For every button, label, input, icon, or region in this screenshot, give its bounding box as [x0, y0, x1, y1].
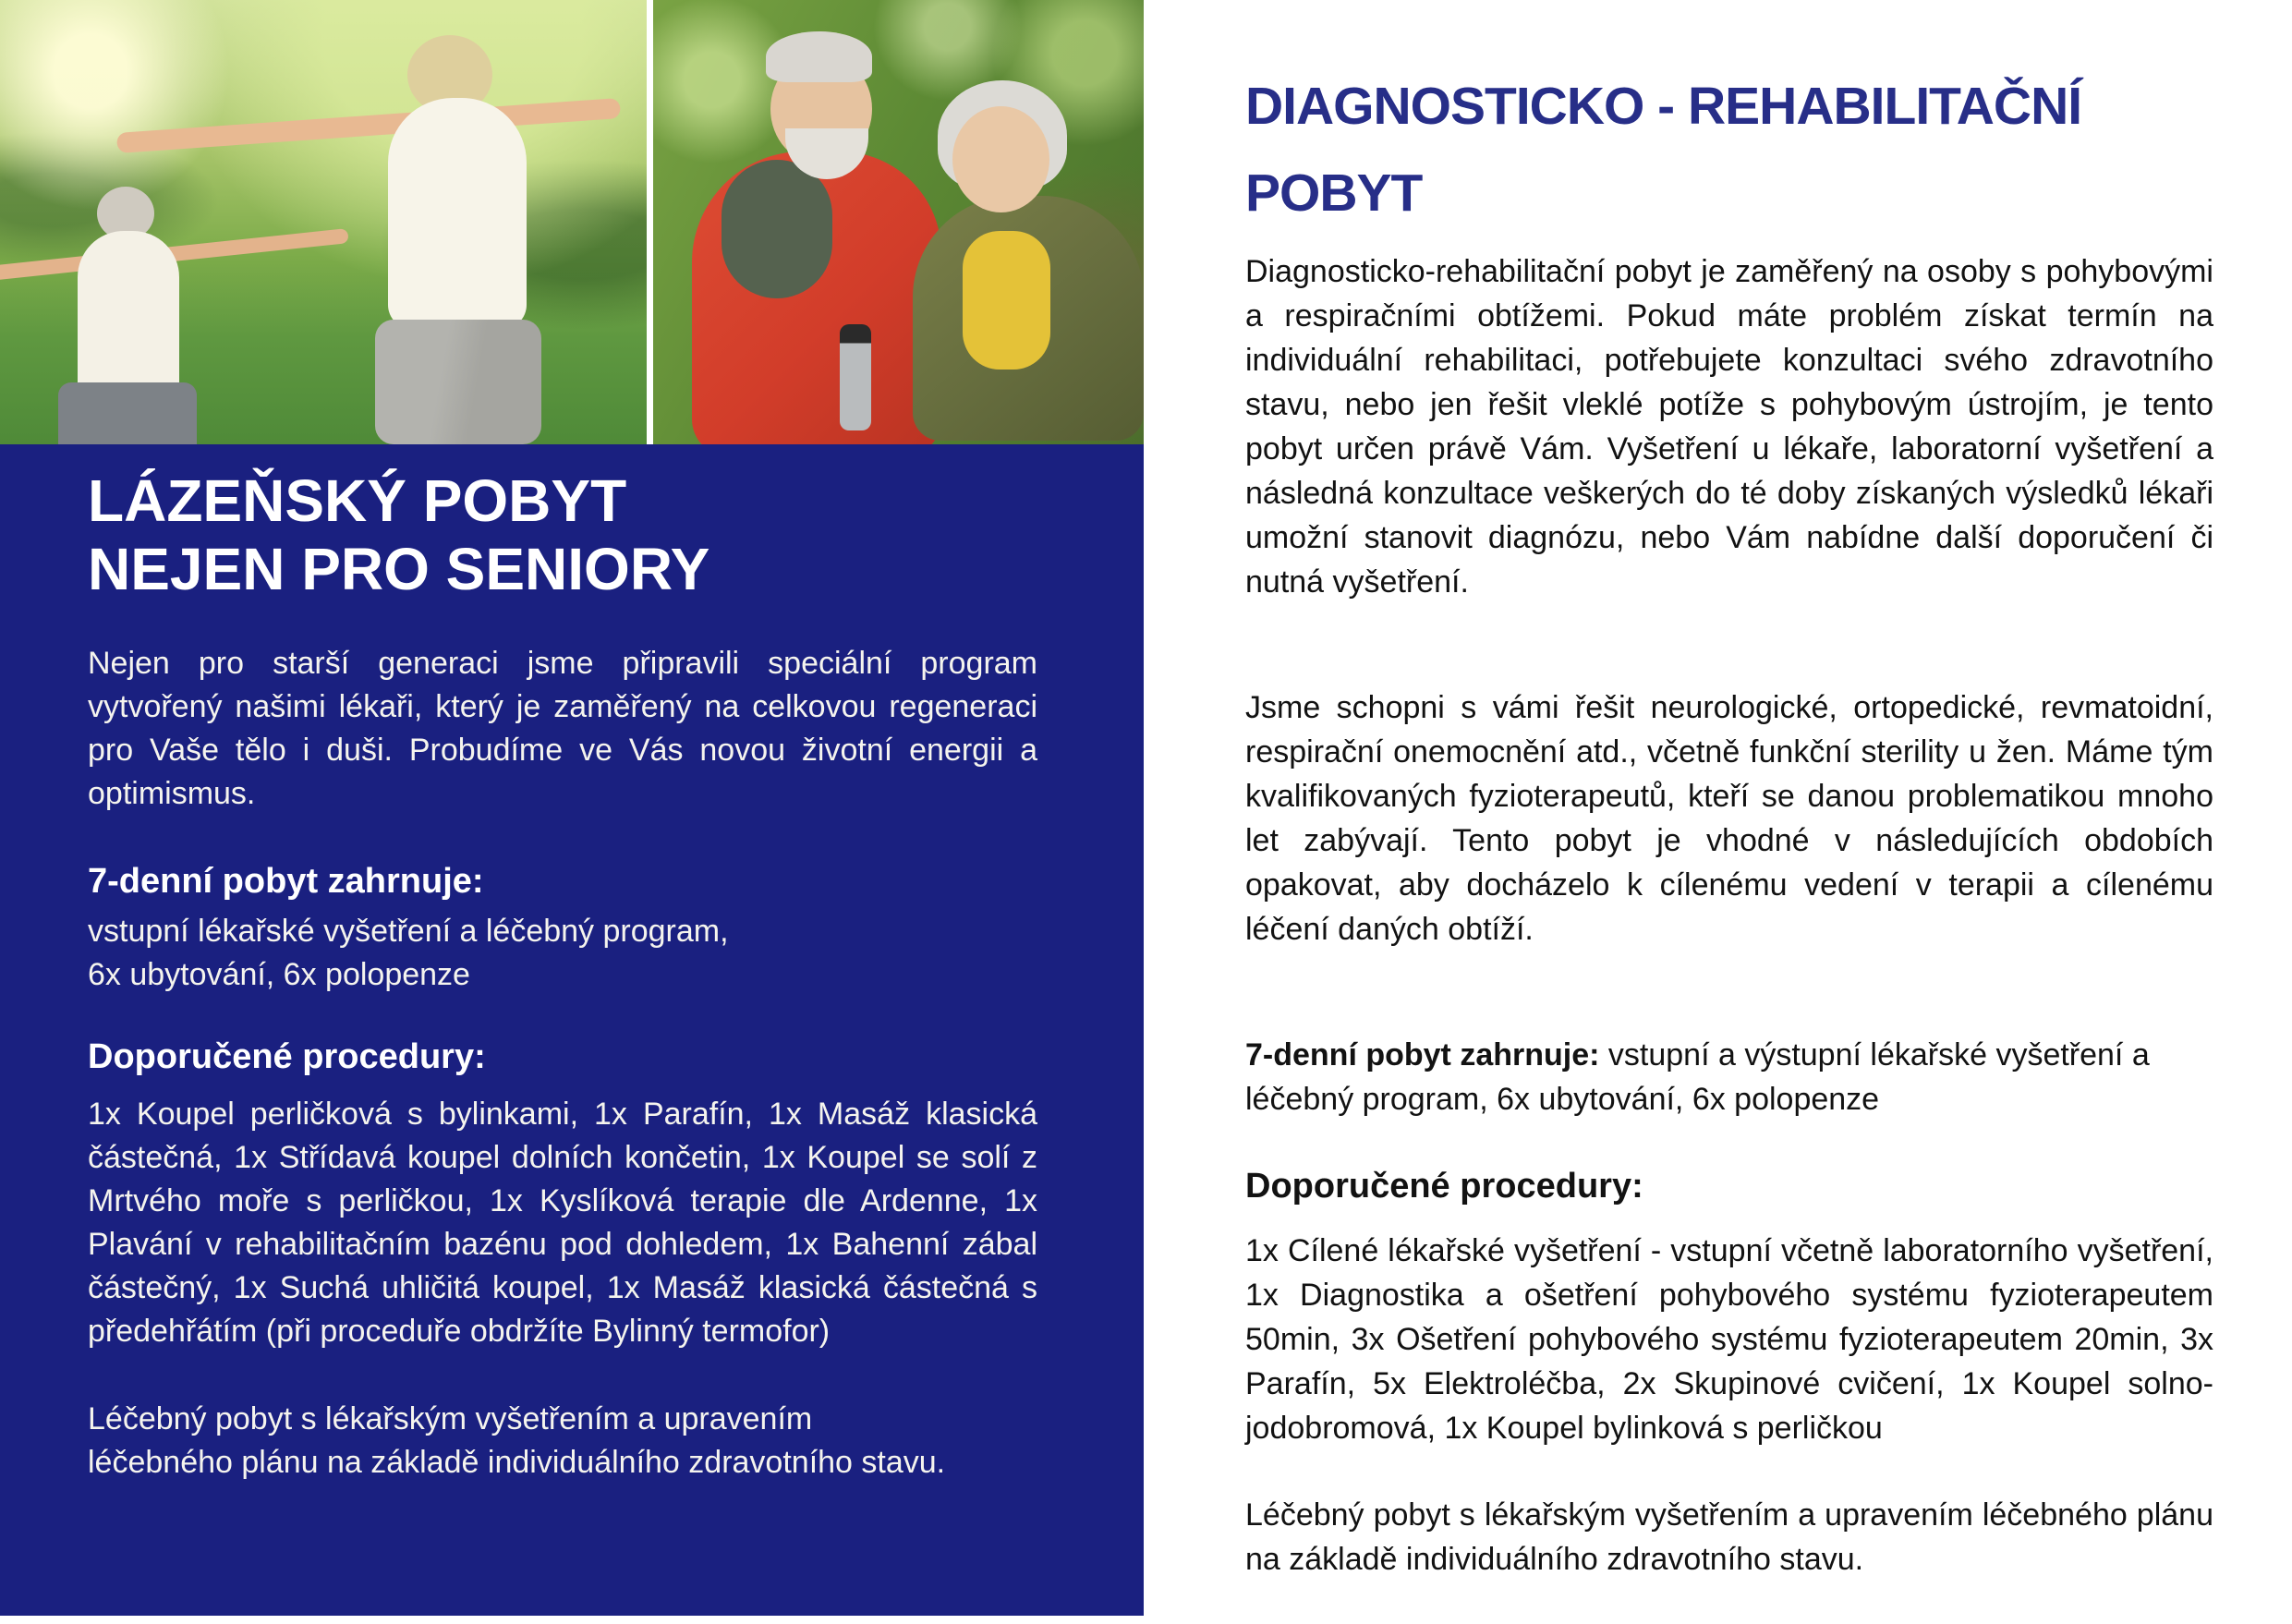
photo-man-hood — [722, 160, 832, 298]
photo-figure-woman-arms — [116, 98, 621, 153]
left-panel-content — [88, 467, 1037, 1485]
right-title-line2: POBYT — [1245, 164, 1423, 223]
right-stay-heading: 7-denní pobyt zahrnuje: — [1245, 1037, 1600, 1073]
photo-strip — [0, 0, 1144, 444]
right-title-line1: DIAGNOSTICKO - REHABILITAČNÍ — [1245, 77, 2082, 136]
photo-woman-yellow-top — [963, 231, 1050, 370]
right-therapy-paragraph: Jsme schopni s vámi řešit neurologické, ortopedické, revmatoidní, respirační onemocnění atd., včetně funkční sterility u žen. Máme tým kvalifikovaných fyzioterapeutů, kteří se danou problematikou mnoho let zabývají. Tento pobyt je vhodné v následujících obdobích opakovat, aby docházelo k cílenému vedení v terapii a cílenému léčení daných obtíží. — [1245, 690, 2213, 947]
right-column — [1245, 63, 2213, 1624]
left-procedures-paragraph: 1x Koupel perličková s bylinkami, 1x Parafín, 1x Masáž klasická částečná, 1x Střídavá koupel dolních končetin, 1x Koupel se solí z Mrtvého moře s perličkou, 1x Kyslíková terapie dle Ardenne, 1x Plavání v rehabilitačním bazénu pod dohledem, 1x Bahenní zábal částečný, 1x Suchá uhličitá koupel, 1x Masáž klasická částečná s předehřátím (při proceduře obdržíte Bylinný termofor) — [88, 1097, 1037, 1349]
photo-figure-woman-shirt — [388, 98, 527, 329]
left-closing-line2: léčebného plánu na základě individuálního zdravotního stavu. — [88, 1445, 946, 1480]
photo-figure-woman-pants — [375, 320, 541, 444]
photo-figure-man-pants — [58, 382, 197, 444]
left-closing-line1: Léčebný pobyt s lékařským vyšetřením a upravením — [88, 1401, 813, 1436]
right-intro-paragraph: Diagnosticko-rehabilitační pobyt je zaměřený na osoby s pohybovými a respiračními obtížemi. Pokud máte problém získat termín na individuální rehabilitaci, potřebujete konzultaci svého zdravotního stavu, nebo jen řešit vleklé potíže s pohybovým ústrojím, je tento pobyt určen právě Vám. Vyšetření u lékaře, laboratorní vyšetření a následná konzultace veškerých do té doby získaných výsledků lékaři umožní stanovit diagnózu, nebo Vám nabídne další doporučení či nutná vyšetření. — [1245, 254, 2213, 600]
left-blue-panel — [0, 0, 1144, 1616]
photo-figure-man-shirt — [78, 231, 179, 402]
right-procedures-heading: Doporučené procedury: — [1245, 1167, 1643, 1206]
left-stay-line2: 6x ubytování, 6x polopenze — [88, 957, 470, 992]
left-intro-paragraph: Nejen pro starší generaci jsme připravili speciální program vytvořený našimi lékaři, který je zaměřený na celkovou regeneraci pro Vaše tělo i duši. Probudíme ve Vás novou životní energii a optimismus. — [88, 646, 1037, 811]
left-stay-details — [88, 910, 1037, 997]
photo-woman-face — [952, 106, 1049, 212]
left-stay-line1: vstupní lékařské vyšetření a léčebný program, — [88, 914, 729, 949]
photo-seniors-yoga-park — [0, 0, 647, 444]
left-closing-paragraph — [88, 1398, 1037, 1485]
left-stay-heading: 7-denní pobyt zahrnuje: — [88, 862, 484, 901]
right-stay-details: vstupní a výstupní lékařské vyšetření a léčebný program, 6x ubytování, 6x polopenze — [1245, 1037, 2150, 1117]
left-title-line1: LÁZEŇSKÝ POBYT — [88, 467, 627, 534]
left-page-title — [88, 467, 1037, 603]
left-procedures-heading: Doporučené procedury: — [88, 1037, 486, 1076]
right-stay-paragraph — [1245, 1033, 2213, 1121]
photo-man-hair — [766, 31, 872, 82]
right-procedures-paragraph: 1x Cílené lékařské vyšetření - vstupní včetně laboratorního vyšetření, 1x Diagnostika a ošetření pohybového systému fyzioterapeutem 50min, 3x Ošetření pohybového systému fyzioterapeutem 20min, 3x Parafín, 5x Elektroléčba, 2x Skupinové cvičení, 1x Koupel solno-jodobromová, 1x Koupel bylinková s perličkou — [1245, 1233, 2213, 1446]
left-title-line2: NEJEN PRO SENIORY — [88, 536, 710, 602]
photo-senior-couple-forest — [653, 0, 1144, 444]
photo-thermos — [840, 324, 871, 430]
right-page-title — [1245, 63, 2213, 236]
right-closing-paragraph: Léčebný pobyt s lékařským vyšetřením a upravením léčebného plánu na základě individuálního zdravotního stavu. — [1245, 1497, 2213, 1577]
